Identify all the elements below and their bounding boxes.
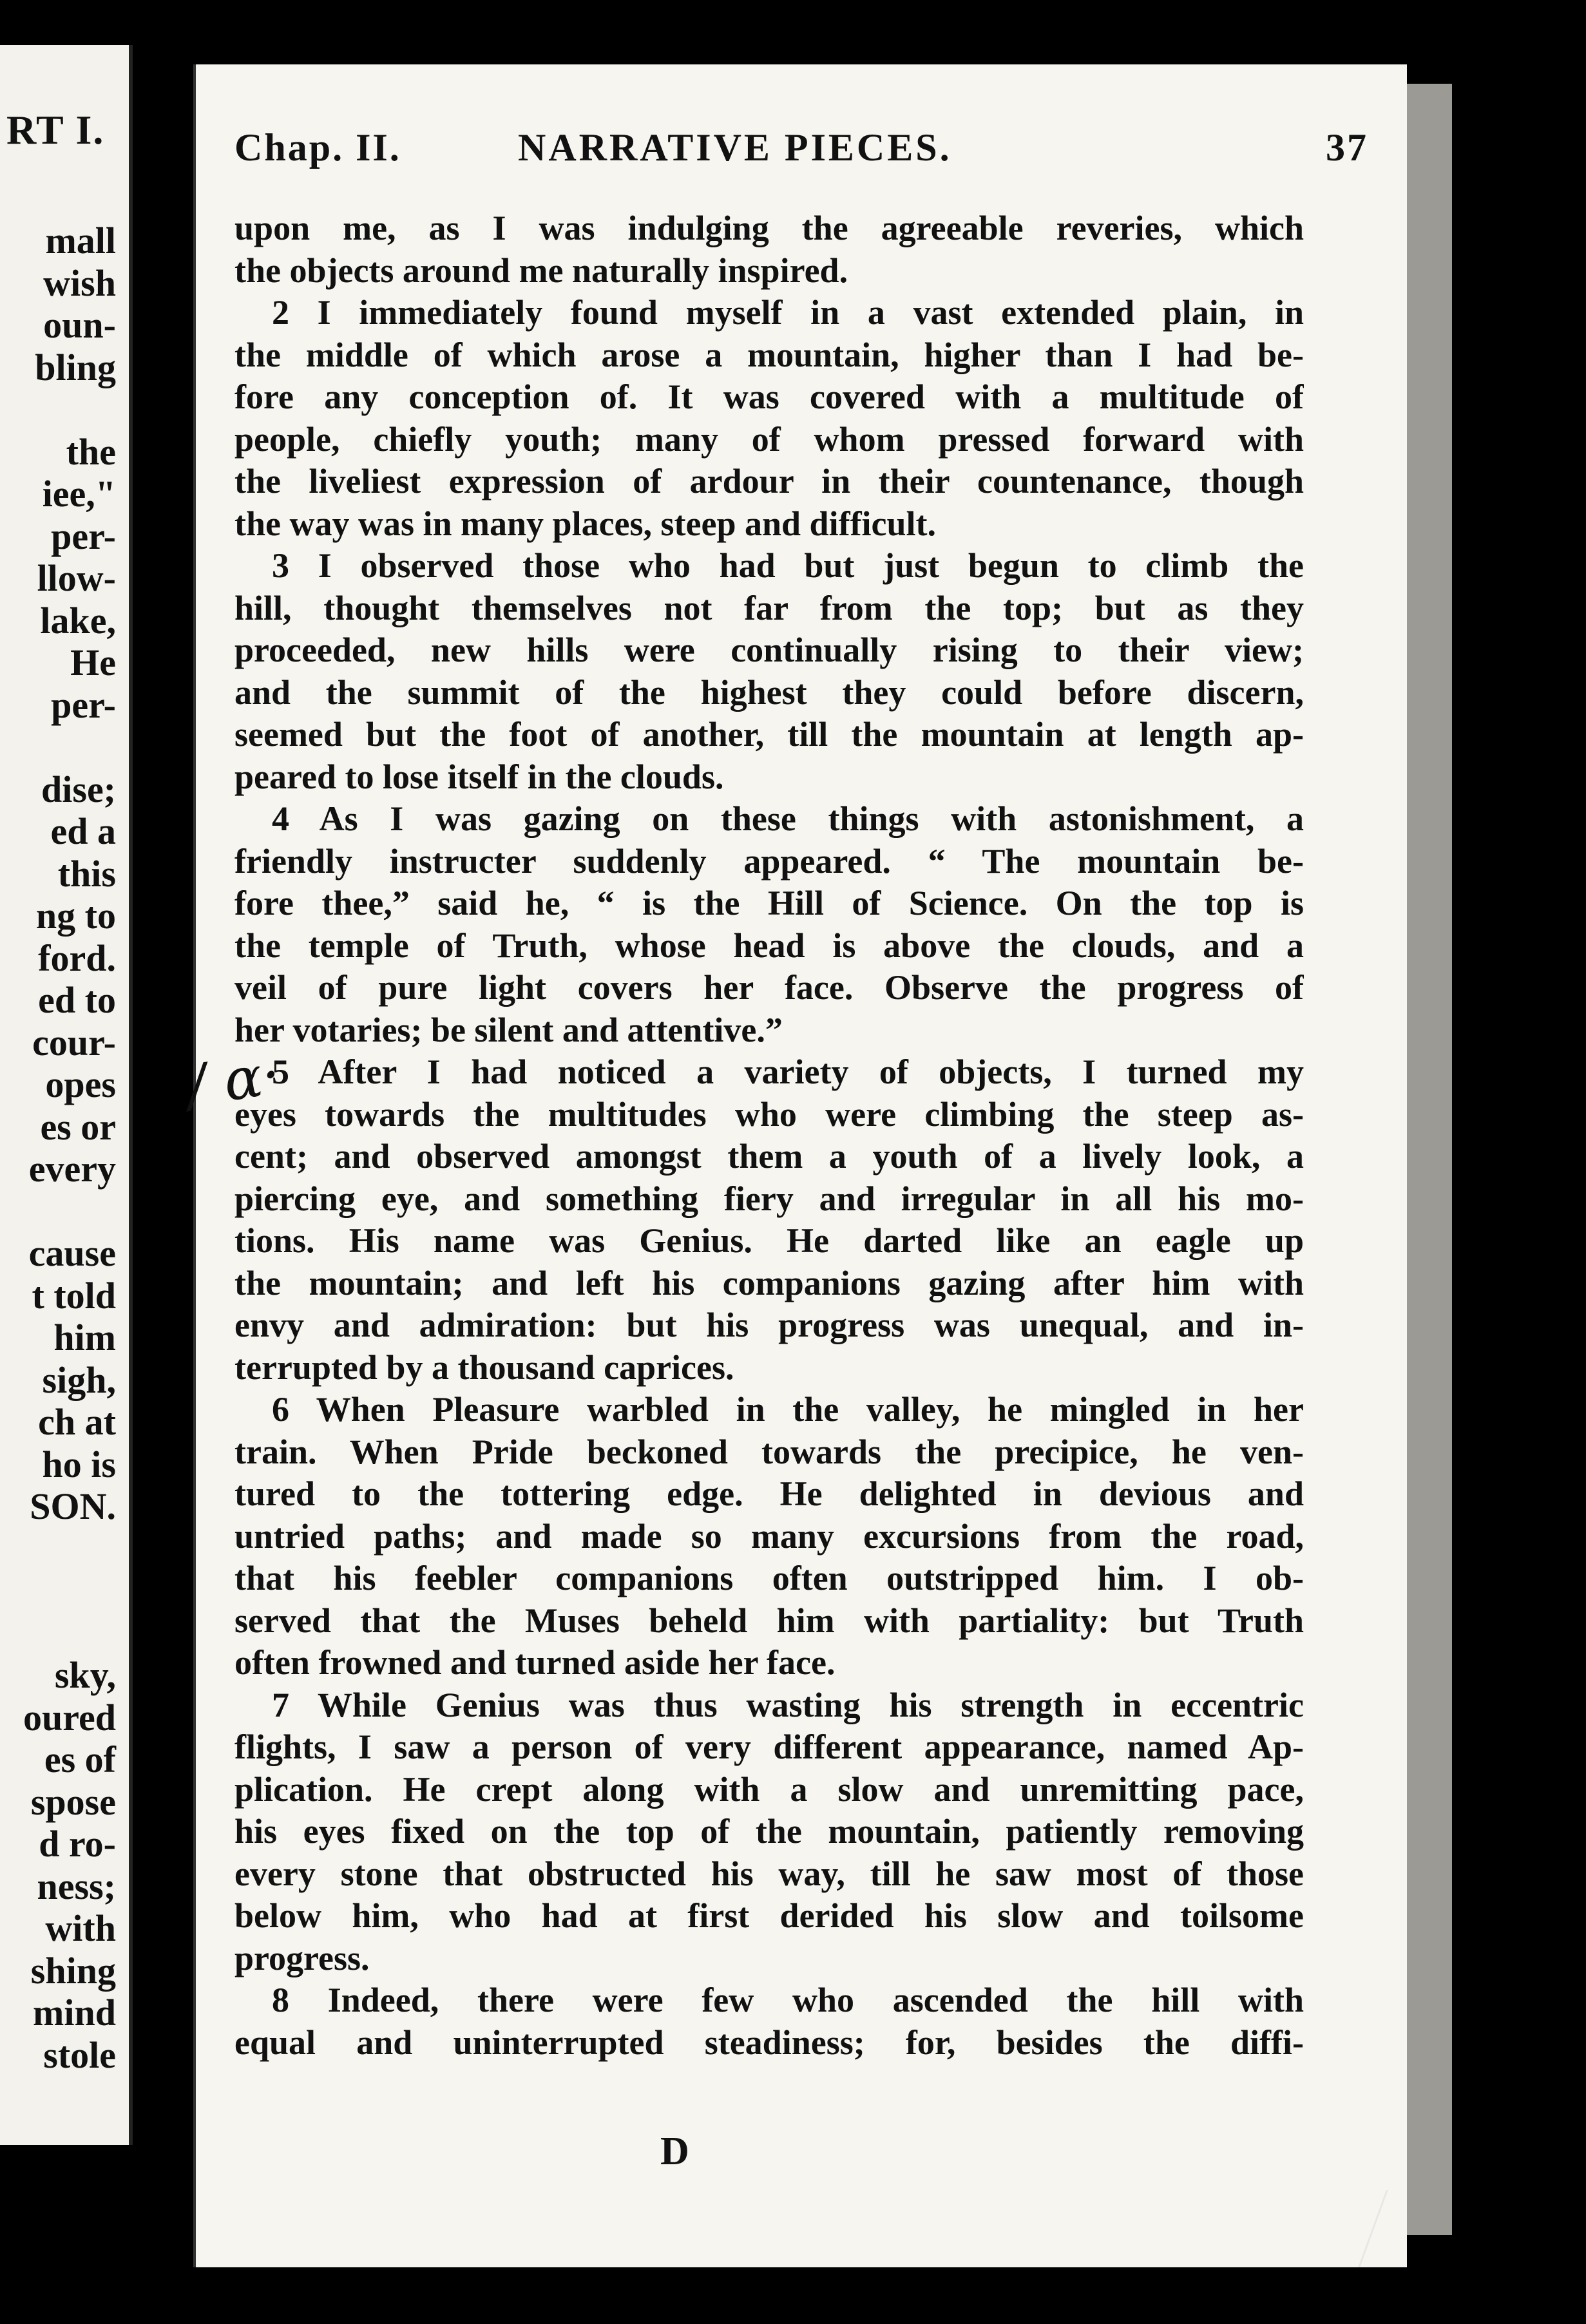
text-line: tions. His name was Genius. He darted like an eagle up xyxy=(234,1221,1304,1260)
facing-page-word: es of xyxy=(44,1738,116,1780)
facing-page-word: every xyxy=(28,1148,116,1190)
facing-page-word: ford. xyxy=(38,937,116,979)
text-line: peared to lose itself in the clouds. xyxy=(234,757,724,796)
text-line: flights, I saw a person of very different appearance, named Ap- xyxy=(234,1728,1304,1766)
text-line: 8 Indeed, there were few who ascended the hill with xyxy=(272,1981,1304,2019)
facing-page-word: him xyxy=(53,1317,116,1358)
facing-page-word: bling xyxy=(35,346,116,388)
text-line: and the summit of the highest they could before discern, xyxy=(234,672,1304,712)
facing-page-word: mind xyxy=(33,1992,116,2034)
text-line: 2 I immediately found myself in a vast extended plain, in xyxy=(272,293,1304,332)
facing-page-word: ness; xyxy=(37,1865,116,1907)
facing-page-word: llow- xyxy=(37,557,116,599)
facing-page-word: per- xyxy=(51,515,116,557)
facing-page-word: ed a xyxy=(50,810,116,852)
facing-page-word: sigh, xyxy=(42,1358,116,1401)
facing-page-word: cour- xyxy=(32,1021,116,1063)
text-line: hill, thought themselves not far from the top; but as they xyxy=(234,588,1304,627)
text-line: his eyes fixed on the top of the mountain, patiently removing xyxy=(234,1812,1304,1851)
chapter-label: Chap. II. xyxy=(234,126,401,169)
facing-page-word: dise; xyxy=(41,768,116,810)
text-line: the middle of which arose a mountain, higher than I had be- xyxy=(234,335,1304,374)
text-line: 7 While Genius was thus wasting his strength in eccentric xyxy=(272,1685,1304,1724)
page-number: 37 xyxy=(1326,126,1368,169)
text-line: the way was in many places, steep and difficult. xyxy=(234,504,937,543)
text-line: fore thee,” said he, “ is the Hill of Science. On the top is xyxy=(234,884,1304,922)
text-line: friendly instructer suddenly appeared. “ The mountain be- xyxy=(234,841,1304,881)
facing-page-header: RT I. xyxy=(6,107,105,153)
text-line: equal and uninterrupted steadiness; for, besides the diffi- xyxy=(234,2023,1304,2062)
facing-page-word: iee," xyxy=(42,473,116,515)
facing-page-word: per- xyxy=(51,683,116,726)
signature-mark: D xyxy=(660,2129,689,2173)
text-line: seemed but the foot of another, till the mountain at length ap- xyxy=(234,715,1304,754)
facing-page-word: t told xyxy=(32,1274,116,1317)
text-line: proceeded, new hills were continually rising to their view; xyxy=(234,631,1304,669)
facing-page-fragment xyxy=(0,45,133,2145)
section-title: NARRATIVE PIECES. xyxy=(518,126,952,169)
facing-page-word: d ro- xyxy=(39,1823,116,1865)
margin-annotation: / α· xyxy=(182,1040,285,1119)
text-line: 3 I observed those who had but just begun to climb the xyxy=(272,546,1304,585)
facing-page-word: mall xyxy=(45,220,116,262)
text-line: tured to the tottering edge. He delighted in devious and xyxy=(234,1474,1304,1513)
facing-page-word: this xyxy=(57,852,116,895)
facing-page-word: oun- xyxy=(43,304,116,346)
facing-page-word: SON. xyxy=(30,1485,116,1527)
text-line: piercing eye, and something fiery and irregular in all his mo- xyxy=(234,1179,1304,1218)
facing-page-word: wish xyxy=(43,262,116,304)
text-line: the objects around me naturally inspired. xyxy=(234,251,848,290)
text-line: untried paths; and made so many excursions from the road, xyxy=(234,1516,1304,1556)
text-line: often frowned and turned aside her face. xyxy=(234,1643,836,1682)
text-line: plication. He crept along with a slow and unremitting pace, xyxy=(234,1769,1304,1809)
facing-page-word: opes xyxy=(45,1063,116,1105)
book-page xyxy=(193,64,1407,2267)
text-line: progress. xyxy=(234,1938,370,1977)
facing-page-word: ch at xyxy=(38,1401,116,1443)
facing-page-word: ho is xyxy=(42,1443,116,1485)
facing-page-word: the xyxy=(66,430,116,473)
running-head xyxy=(234,126,1388,184)
facing-page-word: es or xyxy=(40,1105,116,1148)
text-line: eyes towards the multitudes who were climbing the steep as- xyxy=(234,1094,1304,1134)
body-text xyxy=(234,207,1304,2064)
text-line: upon me, as I was indulging the agreeable reveries, which xyxy=(234,209,1304,247)
facing-page-word: with xyxy=(45,1907,116,1949)
text-line: her votaries; be silent and attentive.” xyxy=(234,1010,783,1049)
facing-page-word: sky, xyxy=(54,1654,116,1696)
facing-page-word: spose xyxy=(30,1780,116,1823)
facing-page-word: stole xyxy=(43,2034,116,2076)
facing-page-word: ng to xyxy=(35,895,116,937)
facing-page-word: shing xyxy=(30,1949,116,1992)
text-line: people, chiefly youth; many of whom pressed forward with xyxy=(234,419,1304,459)
text-line: every stone that obstructed his way, till he saw most of those xyxy=(234,1854,1304,1893)
text-line: cent; and observed amongst them a youth of a lively look, a xyxy=(234,1137,1304,1176)
facing-page-word: ed to xyxy=(38,979,116,1021)
text-line: 4 As I was gazing on these things with astonishment, a xyxy=(272,799,1304,838)
text-line: veil of pure light covers her face. Observe the progress of xyxy=(234,968,1304,1007)
text-line: envy and admiration: but his progress was unequal, and in- xyxy=(234,1306,1304,1344)
facing-page-word: lake, xyxy=(40,599,116,642)
text-line: 5 After I had noticed a variety of objects, I turned my xyxy=(272,1052,1304,1091)
text-line: train. When Pride beckoned towards the precipice, he ven- xyxy=(234,1432,1304,1471)
text-line: the temple of Truth, whose head is above the clouds, and a xyxy=(234,926,1304,965)
text-line: the mountain; and left his companions gazing after him with xyxy=(234,1263,1304,1302)
text-line: that his feebler companions often outstripped him. I ob- xyxy=(234,1559,1304,1597)
facing-page-word: oured xyxy=(23,1696,116,1738)
text-line: below him, who had at first derided his slow and toilsome xyxy=(234,1896,1304,1935)
facing-page-word: He xyxy=(70,642,116,683)
text-line: the liveliest expression of ardour in their countenance, though xyxy=(234,462,1304,500)
text-line: served that the Muses beheld him with partiality: but Truth xyxy=(234,1601,1304,1640)
text-line: 6 When Pleasure warbled in the valley, he mingled in her xyxy=(272,1390,1304,1429)
facing-page-word: cause xyxy=(28,1232,116,1274)
text-line: fore any conception of. It was covered with a multitude of xyxy=(234,377,1304,416)
text-line: terrupted by a thousand caprices. xyxy=(234,1348,734,1387)
